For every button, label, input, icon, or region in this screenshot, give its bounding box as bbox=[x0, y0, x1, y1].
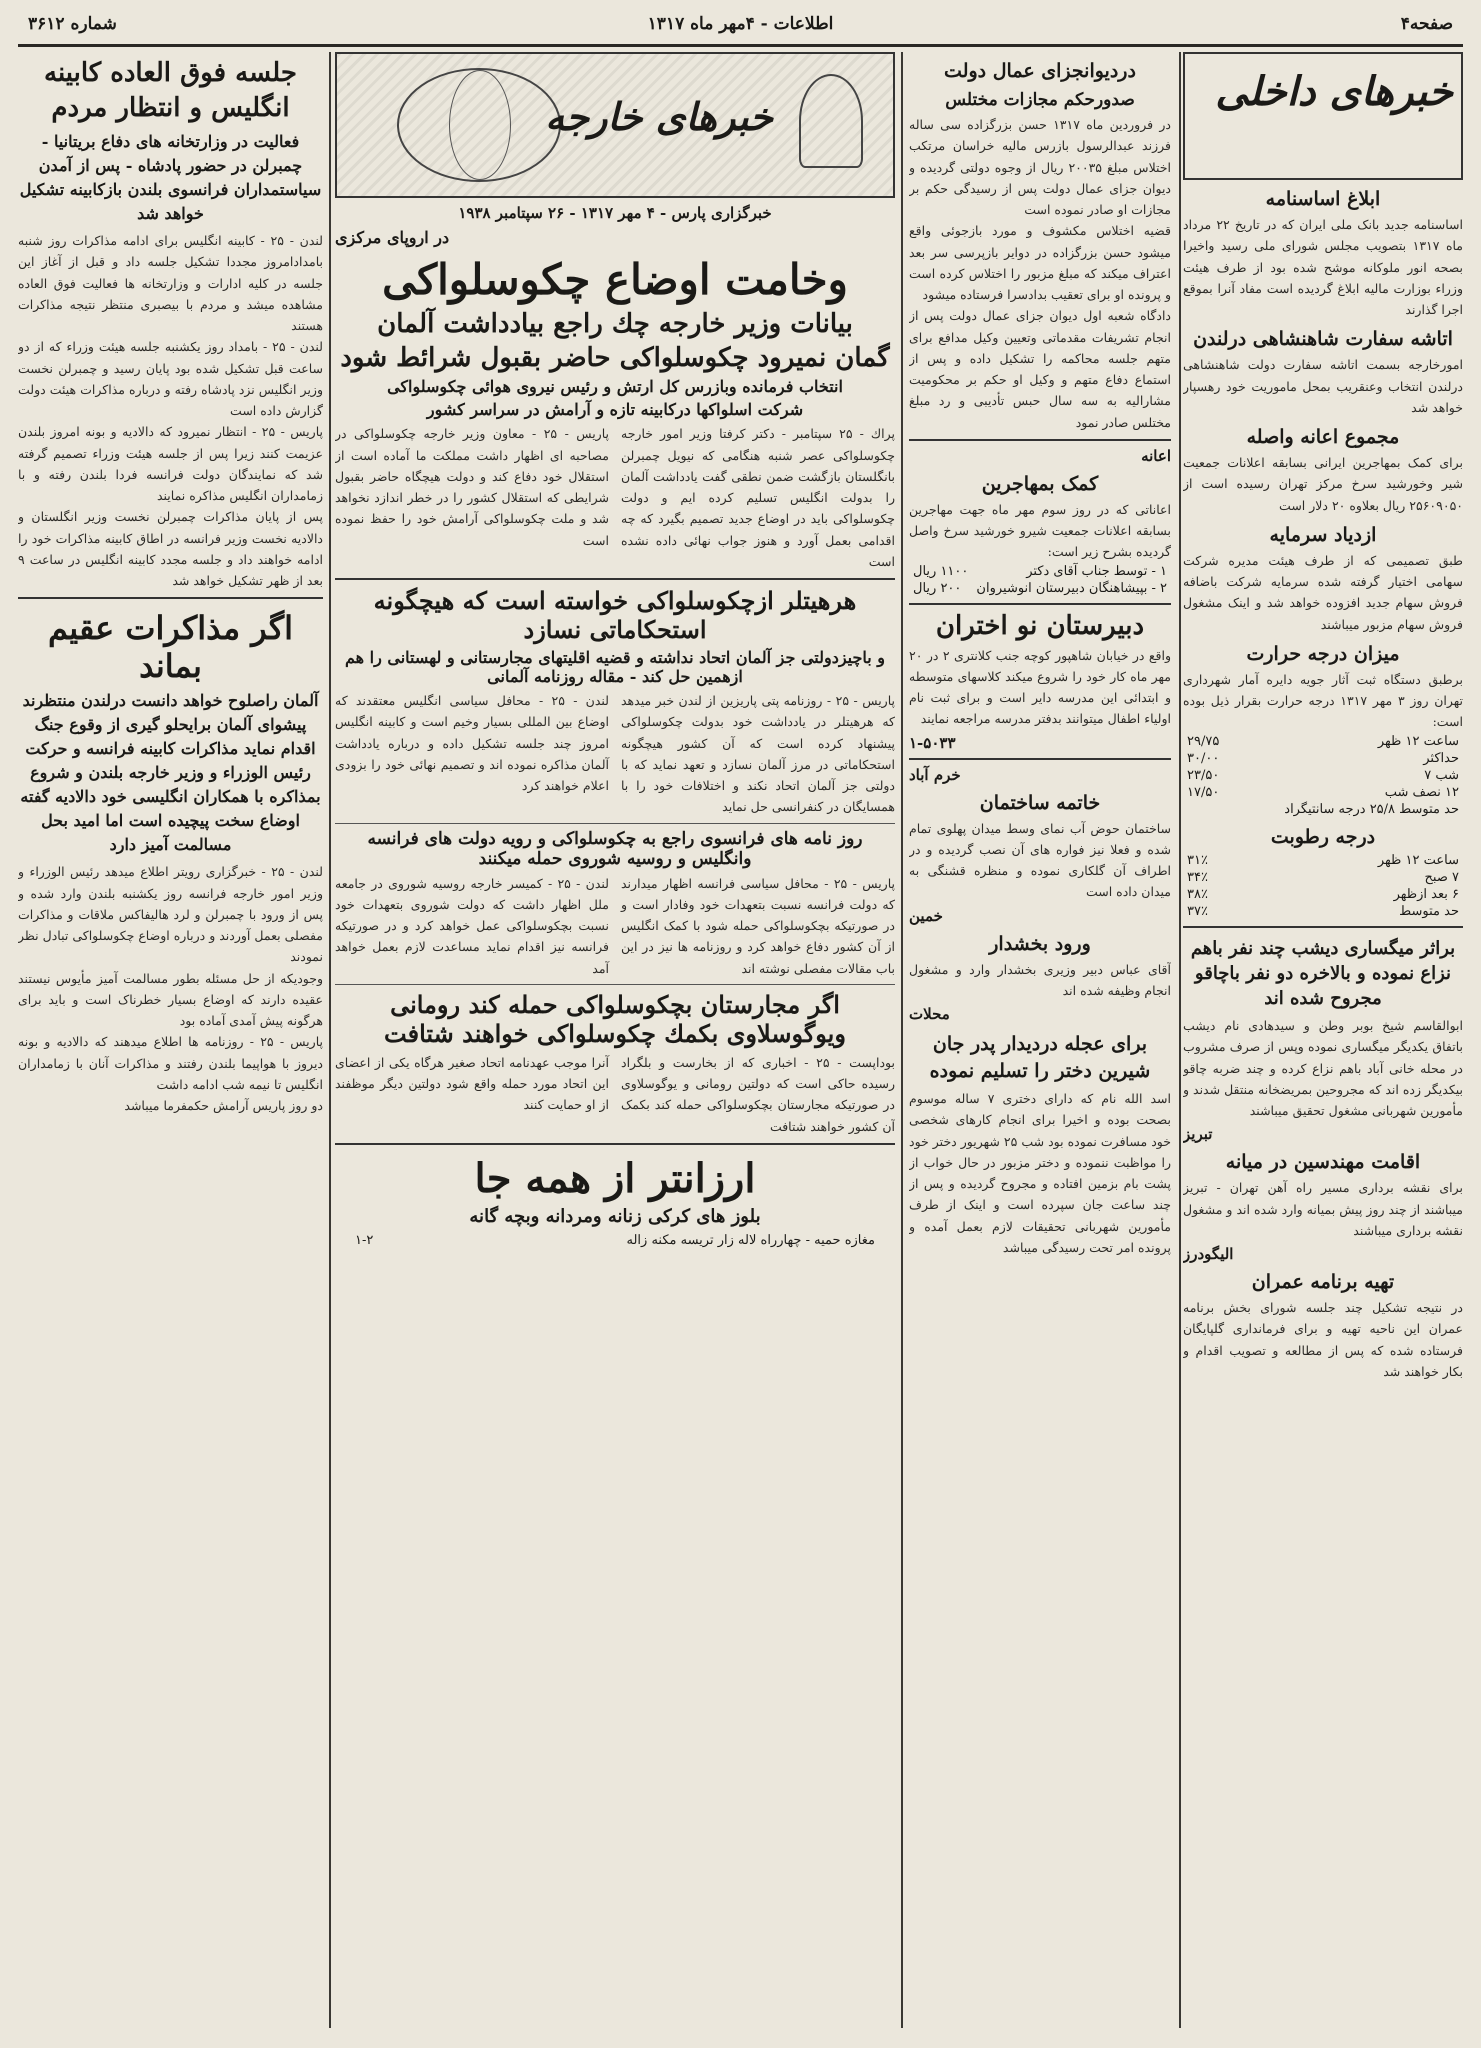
article-text: لندن - ۲۵ - کمیسر خارجه روسیه شوروی در جامعه ملل اظهار داشت که دولت شوروی بتعهدات خود نسبت بچکوسلواکی عمل خواهد کرد و در صورتیکه فرانسه نیز اقدام نماید مساعدت لازم بعمل خواهد آمد bbox=[335, 875, 609, 976]
humidity-row: ساعت ۱۲ ظهر ۳۱٪ bbox=[1187, 852, 1459, 868]
article-text: پاریس - ۲۵ - روزنامه پتی پاریزین از لندن خبر میدهد که هرهیتلر در یادداشت خود بدولت چکوسلواکی پیشنهاد کرده است که آن کشور هیچگونه استحکاماتی در مرز آلمان نسازد و تعهد نماید که با دولتی جز آلمان اتحاد نکند و اختلافات خود را با همسایگان در کنفرانسی حل نماید bbox=[621, 693, 895, 815]
article-title: براثر میگساری دیشب چند نفر باهم نزاع نموده و بالاخره دو نفر باچاقو مجروح شده اند bbox=[1190, 937, 1456, 1009]
page-header bbox=[18, 8, 1463, 47]
subheadline: و باچیزدولتی جز آلمان اتحاد نداشته و قضیه اقلیتهای مجارستانی و لهستانی را هم ازهمین حل کند - مقاله روزنامه آلمانی bbox=[344, 648, 886, 687]
city-label: خرم آباد bbox=[909, 765, 961, 784]
humidity-row: حد متوسط ۳۷٪ bbox=[1187, 903, 1459, 919]
headline: روز نامه های فرانسوی راجع به چکوسلواکی و رویه دولت های فرانسه وانگلیس و روسیه شوروی حمله میکنند bbox=[367, 828, 863, 869]
foreign-news-column bbox=[335, 52, 895, 2028]
article-text: پاریس - ۲۵ - معاون وزیر خارجه چکوسلواکی در مصاحبه ای اظهار داشت مملکت ما آماده است از استقلال خود دفاع کند و دولت هیچگاه حاضر بقبول شرایطی که استقلال کشور را در خطر اندازد نخواهد شد و ملت چکوسلواکی آرامش خود را حفظ نموده است bbox=[335, 426, 609, 548]
subheadline: بیانات وزیر خارجه چك راجع بیادداشت آلمان bbox=[377, 309, 853, 340]
foreign-masthead: خبرهای خارجه bbox=[545, 94, 773, 139]
city-label: محلات bbox=[909, 1005, 950, 1023]
headline: اگر مجارستان بچکوسلواکی حمله کند رومانی ویوگوسلاوی بکمك چکوسلواکی خواهند شتافت bbox=[384, 989, 846, 1048]
subheadline: شرکت اسلواکها درکابینه تازه و آرامش در سراسر کشور bbox=[426, 400, 804, 420]
headline: اگر مذاکرات عقیم بماند bbox=[47, 609, 294, 686]
article-text: وجودیکه از حل مسئله بطور مسالمت آمیز مأیوس نیستند عقیده دارند که اوضاع بسیار خطرناک است و باید برای هرگونه پیش آمدی آماده بود bbox=[18, 970, 323, 1029]
foreign-masthead-banner bbox=[335, 52, 895, 198]
article-subtitle: صدورحکم مجازات مختلس bbox=[945, 90, 1135, 110]
ad-footer bbox=[335, 1233, 895, 1248]
two-column-text bbox=[335, 423, 895, 572]
article-title: ورود بخشدار bbox=[989, 932, 1091, 955]
article-text: ساختمان حوض آب نمای وسط میدان پهلوی تمام شده و فعلا نیز فواره های آن نصب گردیده و در اطراف آن گلکاری نموده و منظره قشنگی به میدان داده است bbox=[909, 820, 1171, 900]
article-title: ازدیاد سرمایه bbox=[1269, 523, 1377, 546]
article-text: در فروردین ماه ۱۳۱۷ حسن بزرگزاده سی ساله فرزند عبدالرسول بازرس مالیه خراسان مرتکب اختلاس مبلغ ۲۰۰۳۵ ریال از وجوه دولتی گردیده و دیوان جزای عمال دولت پس از رسیدگی حکم بر مجازات او صادر نموده است bbox=[909, 117, 1171, 217]
article-text: اساسنامه جدید بانک ملی ایران که در تاریخ ۲۲ مرداد ماه ۱۳۱۷ بتصویب مجلس شورای ملی رسید واخیرا بصحه انور ملوکانه موشح شده بود از طرف هیئت وزراء بوزارت مالیه ابلاغ گردیده است مفاد آنرا بموقع اجرا گذارند bbox=[1183, 217, 1463, 317]
article-text: در نتیجه تشکیل چند جلسه شورای بخش برنامه عمران این ناحیه تهیه و برای فرمانداری گلپایگان فرستاده شده که پس از مطالعه و تصویب اقدام و بکار خواهند شد bbox=[1183, 1300, 1463, 1379]
article-text: ابوالقاسم شیخ بوبر وطن و سیدهادی نام دیشب باتفاق یکدیگر میگساری نموده وپس از صرف مشروب در محله خانی آباد باهم نزاع کرده و چند ضربه چاقو بیکدیگر زده اند که مجروحین بمریضخانه منتقل شدند و مأمورین شهربانی مشغول تحقیق میباشند bbox=[1183, 1018, 1463, 1119]
subheadline: انتخاب فرمانده وبازرس کل ارتش و رئیس نیروی هوائی چکوسلواکی bbox=[387, 377, 843, 397]
article-text: برطبق دستگاه ثبت آثار جویه دایره آمار شهرداری تهران روز ۳ مهر ۱۳۱۷ درجه حرارت بقرار ذیل بوده است: bbox=[1183, 671, 1463, 730]
article-title: خاتمه ساختمان bbox=[979, 791, 1101, 814]
article-text: اسد الله نام که دارای دختری ۷ ساله موسوم بصحت بوده و اخیرا برای انجام کارهای شخصی خود مسافرت نموده بود شب ۲۵ شهریور دختر خود را مواظبت ننموده و دختر مزبور در حال خواب از پشت بام بزمین افتاده و مجروح گردیده و پس از چند ساعت جان سپرده است و اینک از طرف مأمورین شهربانی تحقیقات لازم بعمل آمده و پرونده امر تحت رسیدگی میباشد bbox=[909, 1091, 1171, 1255]
divider bbox=[335, 578, 895, 580]
humidity-row: ۶ بعد ازظهر ۳۸٪ bbox=[1187, 886, 1459, 902]
article-text: لندن - ۲۵ - خبرگزاری رویتر اطلاع میدهد رئیس الوزراء و وزیر امور خارجه فرانسه روز یکشنبه بلندن وارد شده و پس از ورود با چمبرلن و لرد هالیفاکس ملاقات و مذاکرات مفصلی بعمل آوردند و درباره اوضاع چکوسلواکی تبادل نظر نمودند bbox=[18, 864, 323, 965]
article-text: طبق تصمیمی که از طرف هیئت مدیره شرکت سهامی اختیار گرفته شده سرمایه شرکت باضافه فروش سهام جدید افزوده خواهد شد و اینک مشغول فروش سهام مزبور میباشند bbox=[1183, 552, 1463, 632]
article-text: لندن - ۲۵ - محافل سیاسی انگلیس معتقدند که اوضاع بین المللی بسیار وخیم است و کابینه انگلیس امروز چند جلسه تشکیل داده و درباره یادداشت آلمان مذاکره نموده اند و تصمیم نهائی خود را بزودی اعلام خواهند کرد bbox=[335, 693, 609, 794]
donation-row: ۲ - بپیشاهنگان دبیرستان انوشیروان ۲۰۰ ریال bbox=[913, 580, 1167, 596]
article-text: قضیه اختلاس مکشوف و مورد بازجوئی واقع میشود حسن بزرگزاده در دوایر بازپرسی سر بعد اعتراف میکند که مبلغ مزبور را اختلاس کرده است و پرونده او برای تعقیب بدادسرا فرستاده میشود bbox=[909, 223, 1171, 302]
officials-column bbox=[909, 52, 1171, 2028]
issue-number: شماره ۳۶۱۲ bbox=[28, 14, 117, 34]
ad-shop: مغازه حمیه - چهارراه لاله زار تریسه مکنه زاله bbox=[626, 1232, 875, 1248]
city-label: خمین bbox=[909, 906, 943, 925]
two-column-text bbox=[335, 690, 895, 818]
article-text: دادگاه شعبه اول دیوان جزای عمال دولت پس از انجام تشریفات مقدماتی وتعیین وکیل مدافع برای متهم جلسه محاکمه را تشکیل داده و پس از استماع دفاع متهم و وکیل او حکم بر محکومیت مشارالیه به سه سال حبس تأدیبی و رد مبلغ مختلس صادر نمود bbox=[909, 308, 1171, 430]
two-column-text bbox=[335, 873, 895, 979]
article-title: ابلاغ اساسنامه bbox=[1265, 188, 1381, 210]
city-label: الیگودرز bbox=[1183, 1245, 1234, 1264]
column-rule bbox=[1179, 52, 1181, 2028]
article-title: کمک بمهاجرین bbox=[981, 472, 1099, 495]
article-title: اتاشه سفارت شاهنشاهی درلندن bbox=[1193, 328, 1453, 351]
section-label: اعانه bbox=[1141, 446, 1171, 465]
ad-code: ۱-۵۰۳۳ bbox=[909, 733, 956, 752]
article-text: پاریس - ۲۵ - روزنامه ها اطلاع میدهند که دالادیه و بونه دیروز با هواپیما بلندن رفتند و مذاکرات آنان با زمامداران انگلیس تا نیمه شب ادامه داشت bbox=[18, 1034, 323, 1092]
temp-row: ۱۲ نصف شب ۱۷/۵۰ bbox=[1187, 784, 1459, 800]
page-number: صفحه۴ bbox=[1400, 14, 1453, 34]
domestic-masthead: خبرهای داخلی bbox=[1215, 68, 1453, 115]
divider bbox=[335, 823, 895, 824]
article-text: برای کمک بمهاجرین ایرانی بسابقه اعلانات جمعیت شیر وخورشید سرخ مرکز تهران رسیده است از ۲۵۶۰۹۰۵۰ ریال بعلاوه ۲۰ دلار است bbox=[1183, 455, 1463, 513]
article-title: دردیوانجزای عمال دولت bbox=[944, 60, 1136, 82]
donation-row: ۱ - توسط جناب آقای دکتر ۱۱۰۰ ریال bbox=[913, 563, 1167, 579]
divider bbox=[1183, 926, 1463, 928]
column-rule bbox=[901, 52, 903, 2028]
column-rule bbox=[329, 52, 331, 2028]
article-text: لندن - ۲۵ - کابینه انگلیس برای ادامه مذاکرات روز شنبه بامدادامروز مجددا تشکیل جلسه داد و قبل از آغاز این جلسه در کلیه ادارات و وزارتخانه ها فعالیت فوق العاده مشاهده میشد و مردم با بیصبری منتظر نتیجه مذاکرات هستند bbox=[18, 233, 323, 334]
domestic-news-column bbox=[1183, 52, 1463, 2028]
article-text: آنرا موجب عهدنامه اتحاد صغیر هرگاه یکی از اعضای این اتحاد مورد حمله واقع شود دولتین دیگر موظفند از او حمایت کنند bbox=[335, 1054, 609, 1113]
article-text: پس از پایان مذاکرات چمبرلن نخست وزیر انگلستان و دالادیه نخست وزیر فرانسه در اطاق کابینه مذاکرات خود را ادامه خواهند داد و جلسه مجدد کابینه انگلیس در ساعت ۹ بعد از ظهر تشکیل خواهد شد bbox=[18, 509, 323, 589]
headline: جلسه فوق العاده کابینه انگلیس و انتظار مردم bbox=[44, 58, 297, 124]
article-text: لندن - ۲۵ - بامداد روز یکشنبه جلسه هیئت وزراء که از دو ساعت قبل تشکیل شده بود پایان رسید و چمبرلن نخست وزیر انگلیس نزد پادشاه رفته و درباره مذاکرات هیئت دولت گزارش داده است bbox=[18, 339, 323, 419]
globe-icon bbox=[397, 68, 561, 182]
article-text: امورخارجه بسمت اتاشه سفارت دولت شاهنشاهی درلندن انتخاب وعنقریب بمحل ماموریت خود رهسپار خواهد شد bbox=[1183, 357, 1463, 415]
article-text: برای نقشه برداری مسیر راه آهن تهران - تبریز میباشند از چند روز پیش بمیانه وارد شده اند و مشغول نقشه برداری میباشند bbox=[1183, 1180, 1463, 1238]
headline: وخامت اوضاع چکوسلواکی bbox=[382, 255, 848, 304]
article-title: میزان درجه حرارت bbox=[1246, 642, 1400, 665]
headline: هرهیتلر ازچکوسلواکی خواسته است که هیچگونه استحکاماتی نسازد bbox=[373, 586, 857, 645]
subheadline: فعالیت در وزارتخانه های دفاع بریتانیا - چمبرلن در حضور پادشاه - پس از آمدن سیاستمداران فرانسوی بلندن بازکابینه تشکیل خواهد شد bbox=[19, 132, 322, 224]
kicker: در اروپای مرکزی bbox=[335, 228, 450, 247]
temp-row: ساعت ۱۲ ظهر ۲۹/۷۵ bbox=[1187, 733, 1459, 749]
divider bbox=[909, 603, 1171, 605]
article-title: مجموع اعانه واصله bbox=[1246, 426, 1400, 448]
gramophone-icon bbox=[799, 74, 863, 168]
article-title: دبیرستان نو اختران bbox=[935, 610, 1145, 641]
paper-date: اطلاعات - ۴مهر ماه ۱۳۱۷ bbox=[647, 14, 834, 34]
subheadline: گمان نمیرود چکوسلواکی حاضر بقبول شرائط شود bbox=[340, 343, 890, 374]
article-text: اعاناتی که در روز سوم مهر ماه جهت مهاجرین بسابقه اعلانات جمعیت شیرو خورشید سرخ واصل گردیده بشرح زیر است: bbox=[909, 501, 1171, 560]
two-column-text bbox=[335, 1052, 895, 1137]
temp-row: شب ۷ ۲۳/۵۰ bbox=[1187, 767, 1459, 783]
article-text: واقع در خیابان شاهپور کوچه جنب کلانتری ۲ در ۲۰ مهر ماه کار خود را شروع میکند کلاسهای متوسطه و ابتدائی این مدرسه دایر است و برای ثبت نام اولیاء اطفال میتوانند بدفتر مدرسه مراجعه نمایند bbox=[909, 647, 1171, 727]
humidity-row: ۷ صبح ۳۴٪ bbox=[1187, 869, 1459, 885]
divider bbox=[909, 439, 1171, 441]
ad-code: ۱-۲ bbox=[355, 1232, 374, 1248]
divider bbox=[909, 758, 1171, 760]
divider bbox=[18, 597, 323, 599]
article-text: بوداپست - ۲۵ - اخباری که از بخارست و بلگراد رسیده حاکی است که دولتین رومانی و یوگوسلاوی در صورتیکه مجارستان بچکوسلواکی حمله کند بکمک آن کشور خواهند شتافت bbox=[621, 1054, 895, 1134]
subheadline: آلمان راصلوح خواهد دانست درلندن منتظرند پیشوای آلمان برایحلو گیری از وقوع جنگ اقدام نماید مذاکرات کابینه فرانسه و حرکت رئیس الوزراء و وزیر خارجه بلندن و شروع بمذاکره با همکاران انگلیسی خود دالادیه گفته اوضاع سخت پیچیده است اما امید بحل مسالمت آمیز دارد bbox=[20, 691, 321, 855]
temp-row: حداکثر ۳۰/۰۰ bbox=[1187, 750, 1459, 766]
article-title: اقامت مهندسین در میانه bbox=[1225, 1151, 1421, 1174]
ad-subtitle: بلوز های کرکی زنانه ومردانه وبچه گانه bbox=[469, 1205, 761, 1227]
dateline: خبرگزاری پارس - ۴ مهر ۱۳۱۷ - ۲۶ سپتامبر ۱۹۳۸ bbox=[458, 204, 772, 222]
article-text: آقای عباس دبیر وزیری بخشدار وارد و مشغول انجام وظیفه شده اند bbox=[909, 961, 1171, 998]
divider bbox=[335, 1143, 895, 1145]
city-label: تبریز bbox=[1183, 1125, 1213, 1144]
article-text: پراك - ۲۵ سپتامبر - دکتر کرفتا وزیر امور خارجه چکوسلواکی عصر شنبه هنگامی که نیویل چمبرلن بانگلستان بازگشت ضمن نطقی گفت یادداشت آلمان را بدولت انگلیس تسلیم کرده ایم و دولت چکوسلواکی باید در اوضاع جدید تصمیم بگیرد که چه اقدامی بعمل آورد و هنوز جواب نهائی داده نشده است bbox=[621, 426, 895, 569]
divider bbox=[335, 984, 895, 985]
article-text: دو روز پاریس آرامش حکمفرما میباشد bbox=[124, 1098, 323, 1114]
article-title: برای عجله دردیدار پدر جان شیرین دختر را تسلیم نموده bbox=[929, 1033, 1151, 1082]
article-text: پاریس - ۲۵ - انتظار نمیرود که دالادیه و بونه امروز بلندن عزیمت کنند زیرا پس از جلسه هیئت وزراء تصمیم گرفته شد که نمایندگان دولت فرانسه فردا بلندن رفته و با زمامداران انگلیس مذاکره نمایند bbox=[18, 424, 323, 504]
england-column bbox=[18, 52, 323, 2028]
article-title: تهیه برنامه عمران bbox=[1251, 1271, 1395, 1294]
domestic-masthead-box bbox=[1183, 52, 1463, 180]
article-text: پاریس - ۲۵ - محافل سیاسی فرانسه اظهار میدارند که دولت فرانسه نسبت بتعهدات خود وفادار است و در صورتیکه بچکوسلواکی حمله شود با کمک انگلیس از آن کشور دفاع خواهد کرد و روزنامه ها نیز در این باب مقالات مفصلی نوشته اند bbox=[621, 875, 895, 976]
article-title: درجه رطوبت bbox=[1270, 825, 1376, 848]
ad-title: ارزانتر از همه جا bbox=[474, 1154, 756, 1202]
temp-average: حد متوسط ۲۵/۸ درجه سانتیگراد bbox=[1284, 801, 1459, 817]
